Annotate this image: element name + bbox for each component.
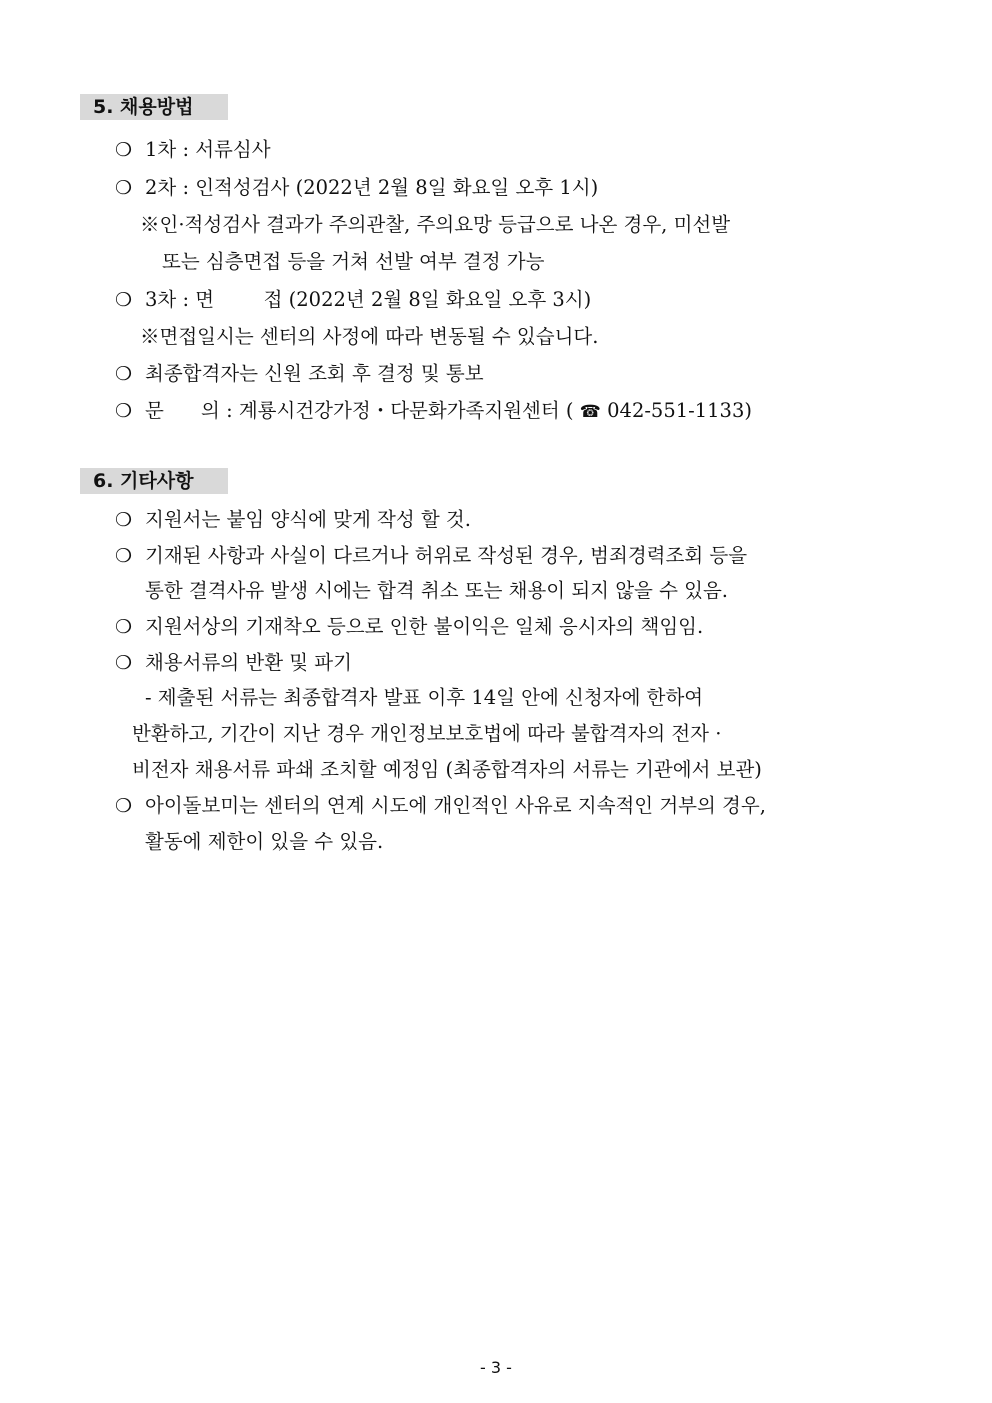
step-3-note: ※면접일시는 센터의 사정에 따라 변동될 수 있습니다. xyxy=(140,325,599,348)
bullet-icon: ❍ xyxy=(115,289,133,311)
bullet-icon: ❍ xyxy=(115,400,133,422)
bullet-icon: ❍ xyxy=(115,363,133,385)
etc-item-4-detail-1: - 제출된 서류는 최종합격자 발표 이후 14일 안에 신청자에 한하여 xyxy=(145,686,704,709)
step-1: 1차 : 서류심사 xyxy=(145,138,271,161)
contact-line xyxy=(145,398,752,425)
step-2: 2차 : 인적성검사 (2022년 2월 8일 화요일 오후 1시) xyxy=(145,176,599,199)
etc-item-1: 지원서는 붙임 양식에 맞게 작성 할 것. xyxy=(145,508,471,531)
step-2-note-line-1: ※인·적성검사 결과가 주의관찰, 주의요망 등급으로 나온 경우, 미선발 xyxy=(140,213,731,236)
etc-item-2-line-1: 기재된 사항과 사실이 다르거나 허위로 작성된 경우, 범죄경력조회 등을 xyxy=(145,544,748,567)
bullet-icon: ❍ xyxy=(115,509,133,531)
etc-item-4-detail-3: 비전자 채용서류 파쇄 조치할 예정임 (최종합격자의 서류는 기관에서 보관) xyxy=(132,758,762,781)
bullet-icon: ❍ xyxy=(115,652,133,674)
etc-item-4: 채용서류의 반환 및 파기 xyxy=(145,651,352,674)
phone-icon: ☎ xyxy=(579,402,601,422)
etc-item-5-line-2: 활동에 제한이 있을 수 있음. xyxy=(145,830,384,853)
final-decision: 최종합격자는 신원 조회 후 결정 및 통보 xyxy=(145,362,484,385)
bullet-icon: ❍ xyxy=(115,616,133,638)
bullet-icon: ❍ xyxy=(115,177,133,199)
page-number: - 3 - xyxy=(480,1358,512,1377)
contact-label: 문 의 : 계룡시건강가정・다문화가족지원센터 ( xyxy=(145,399,574,422)
step-2-note-line-2: 또는 심층면접 등을 거쳐 선발 여부 결정 가능 xyxy=(162,250,545,273)
step-3: 3차 : 면 접 (2022년 2월 8일 화요일 오후 3시) xyxy=(145,288,592,311)
bullet-icon: ❍ xyxy=(115,139,133,161)
etc-item-4-detail-2: 반환하고, 기간이 지난 경우 개인정보보호법에 따라 불합격자의 전자 · xyxy=(132,722,722,745)
etc-item-5-line-1: 아이돌보미는 센터의 연계 시도에 개인적인 사유로 지속적인 거부의 경우, xyxy=(145,794,766,817)
contact-phone: 042-551-1133) xyxy=(607,399,752,422)
section-5-heading: 5. 채용방법 xyxy=(80,94,228,120)
etc-item-3: 지원서상의 기재착오 등으로 인한 불이익은 일체 응시자의 책임임. xyxy=(145,615,704,638)
section-6-heading: 6. 기타사항 xyxy=(80,468,228,494)
bullet-icon: ❍ xyxy=(115,795,133,817)
etc-item-2-line-2: 통한 결격사유 발생 시에는 합격 취소 또는 채용이 되지 않을 수 있음. xyxy=(145,579,728,602)
bullet-icon: ❍ xyxy=(115,545,133,567)
